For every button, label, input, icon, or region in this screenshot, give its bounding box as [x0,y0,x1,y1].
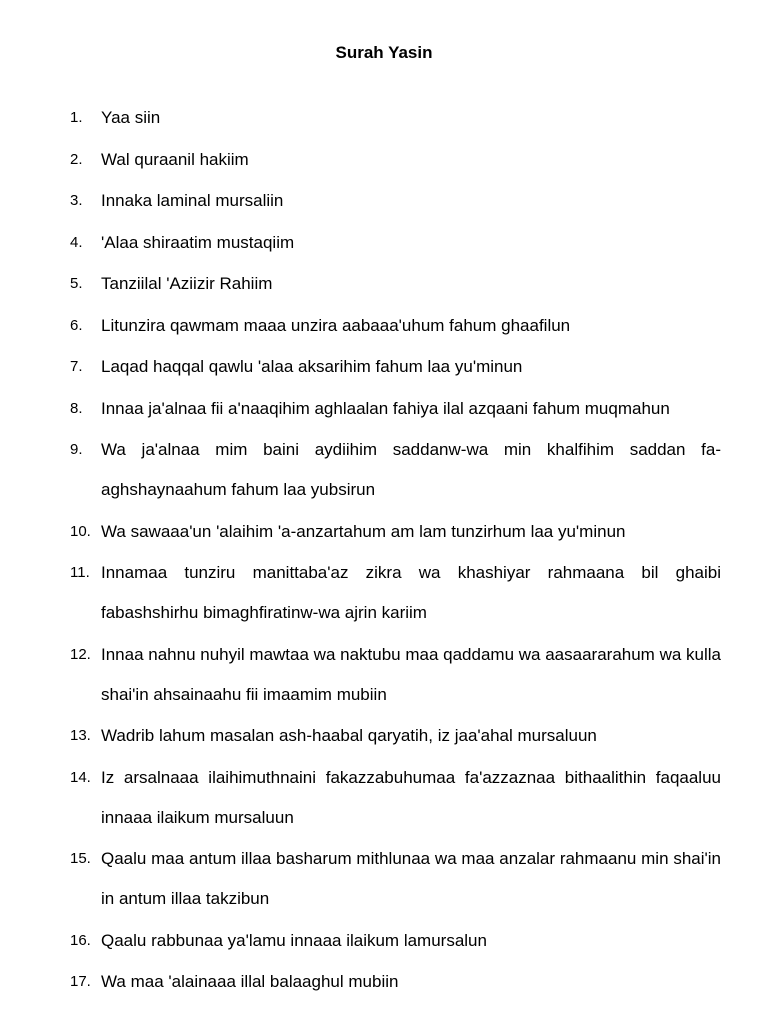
verse-number: 4. [70,233,83,251]
verse-item-14 [0,758,768,838]
verse-number: 6. [70,316,83,334]
verse-number: 11. [70,564,90,581]
verse-item-12 [0,635,768,715]
verse-number: 2. [70,150,83,168]
verse-text: Tanziilal 'Aziizir Rahiim [101,274,273,293]
verse-number: 1. [70,109,83,126]
verse-text: 'Alaa shiraatim mustaqiim [101,232,295,252]
verse-text: Laqad haqqal qawlu 'alaa aksarihim fahum laa yu'minun [101,357,523,376]
verse-text: Innaa nahnu nuhyil mawtaa wa naktubu maa qaddamu wa aasaararahum wa kulla shai'in ahsainaahu fii imaamim mubiin [101,644,721,704]
verse-number: 5. [70,275,83,292]
verse-number: 9. [70,441,83,458]
verse-text: Innamaa tunziru manittaba'az zikra wa khashiyar rahmaana bil ghaibi fabashshirhu bimaghfiratinw-wa ajrin kariim [101,563,721,622]
verse-item-6 [0,306,768,346]
verse-item-16 [0,921,768,961]
verse-number: 10. [70,522,91,540]
verse-number: 13. [70,727,91,744]
verse-item-11 [0,553,768,633]
verse-item-5 [0,264,768,304]
verse-item-3 [0,181,768,221]
verse-item-8 [0,389,768,429]
verse-list [0,98,768,1004]
verse-item-9 [0,430,768,510]
verse-text: Wa maa 'alainaaa illal balaaghul mubiin [101,972,399,991]
verse-item-17 [0,962,768,1002]
verse-text: Wa ja'alnaa mim baini aydiihim saddanw-wa min khalfihim saddan fa-aghshaynaahum fahum laa yubsirun [101,440,721,499]
verse-item-4 [0,223,768,263]
verse-number: 15. [70,850,91,867]
verse-number: 8. [70,399,83,417]
verse-item-7 [0,347,768,387]
verse-item-10 [0,512,768,552]
verse-item-13 [0,716,768,756]
verse-number: 14. [70,768,91,786]
verse-item-1 [0,98,768,138]
verse-text: Yaa siin [101,108,161,127]
verse-text: Wadrib lahum masalan ash-haabal qaryatih, iz jaa'ahal mursaluun [101,726,597,745]
verse-text: Iz arsalnaaa ilaihimuthnaini fakazzabuhumaa fa'azzaznaa bithaalithin faqaaluu innaaa ilaikum mursaluun [101,767,721,827]
verse-number: 12. [70,645,91,663]
verse-text: Innaka laminal mursaliin [101,191,284,210]
verse-text: Wa sawaaa'un 'alaihim 'a-anzartahum am lam tunzirhum laa yu'minun [101,521,626,541]
verse-item-15 [0,839,768,919]
document-title: Surah Yasin [335,43,433,62]
verse-number: 7. [70,358,83,375]
verse-item-2 [0,140,768,180]
verse-number: 3. [70,192,83,209]
verse-text: Wal quraanil hakiim [101,149,249,169]
verse-text: Qaalu rabbunaa ya'lamu innaaa ilaikum lamursalun [101,930,487,950]
verse-text: Litunzira qawmam maaa unzira aabaaa'uhum fahum ghaafilun [101,315,571,335]
verse-number: 17. [70,973,91,990]
verse-text: Innaa ja'alnaa fii a'naaqihim aghlaalan fahiya ilal azqaani fahum muqmahun [101,398,670,418]
verse-number: 16. [70,931,91,949]
verse-text: Qaalu maa antum illaa basharum mithlunaa wa maa anzalar rahmaanu min shai'in in antum illaa takzibun [101,849,721,908]
